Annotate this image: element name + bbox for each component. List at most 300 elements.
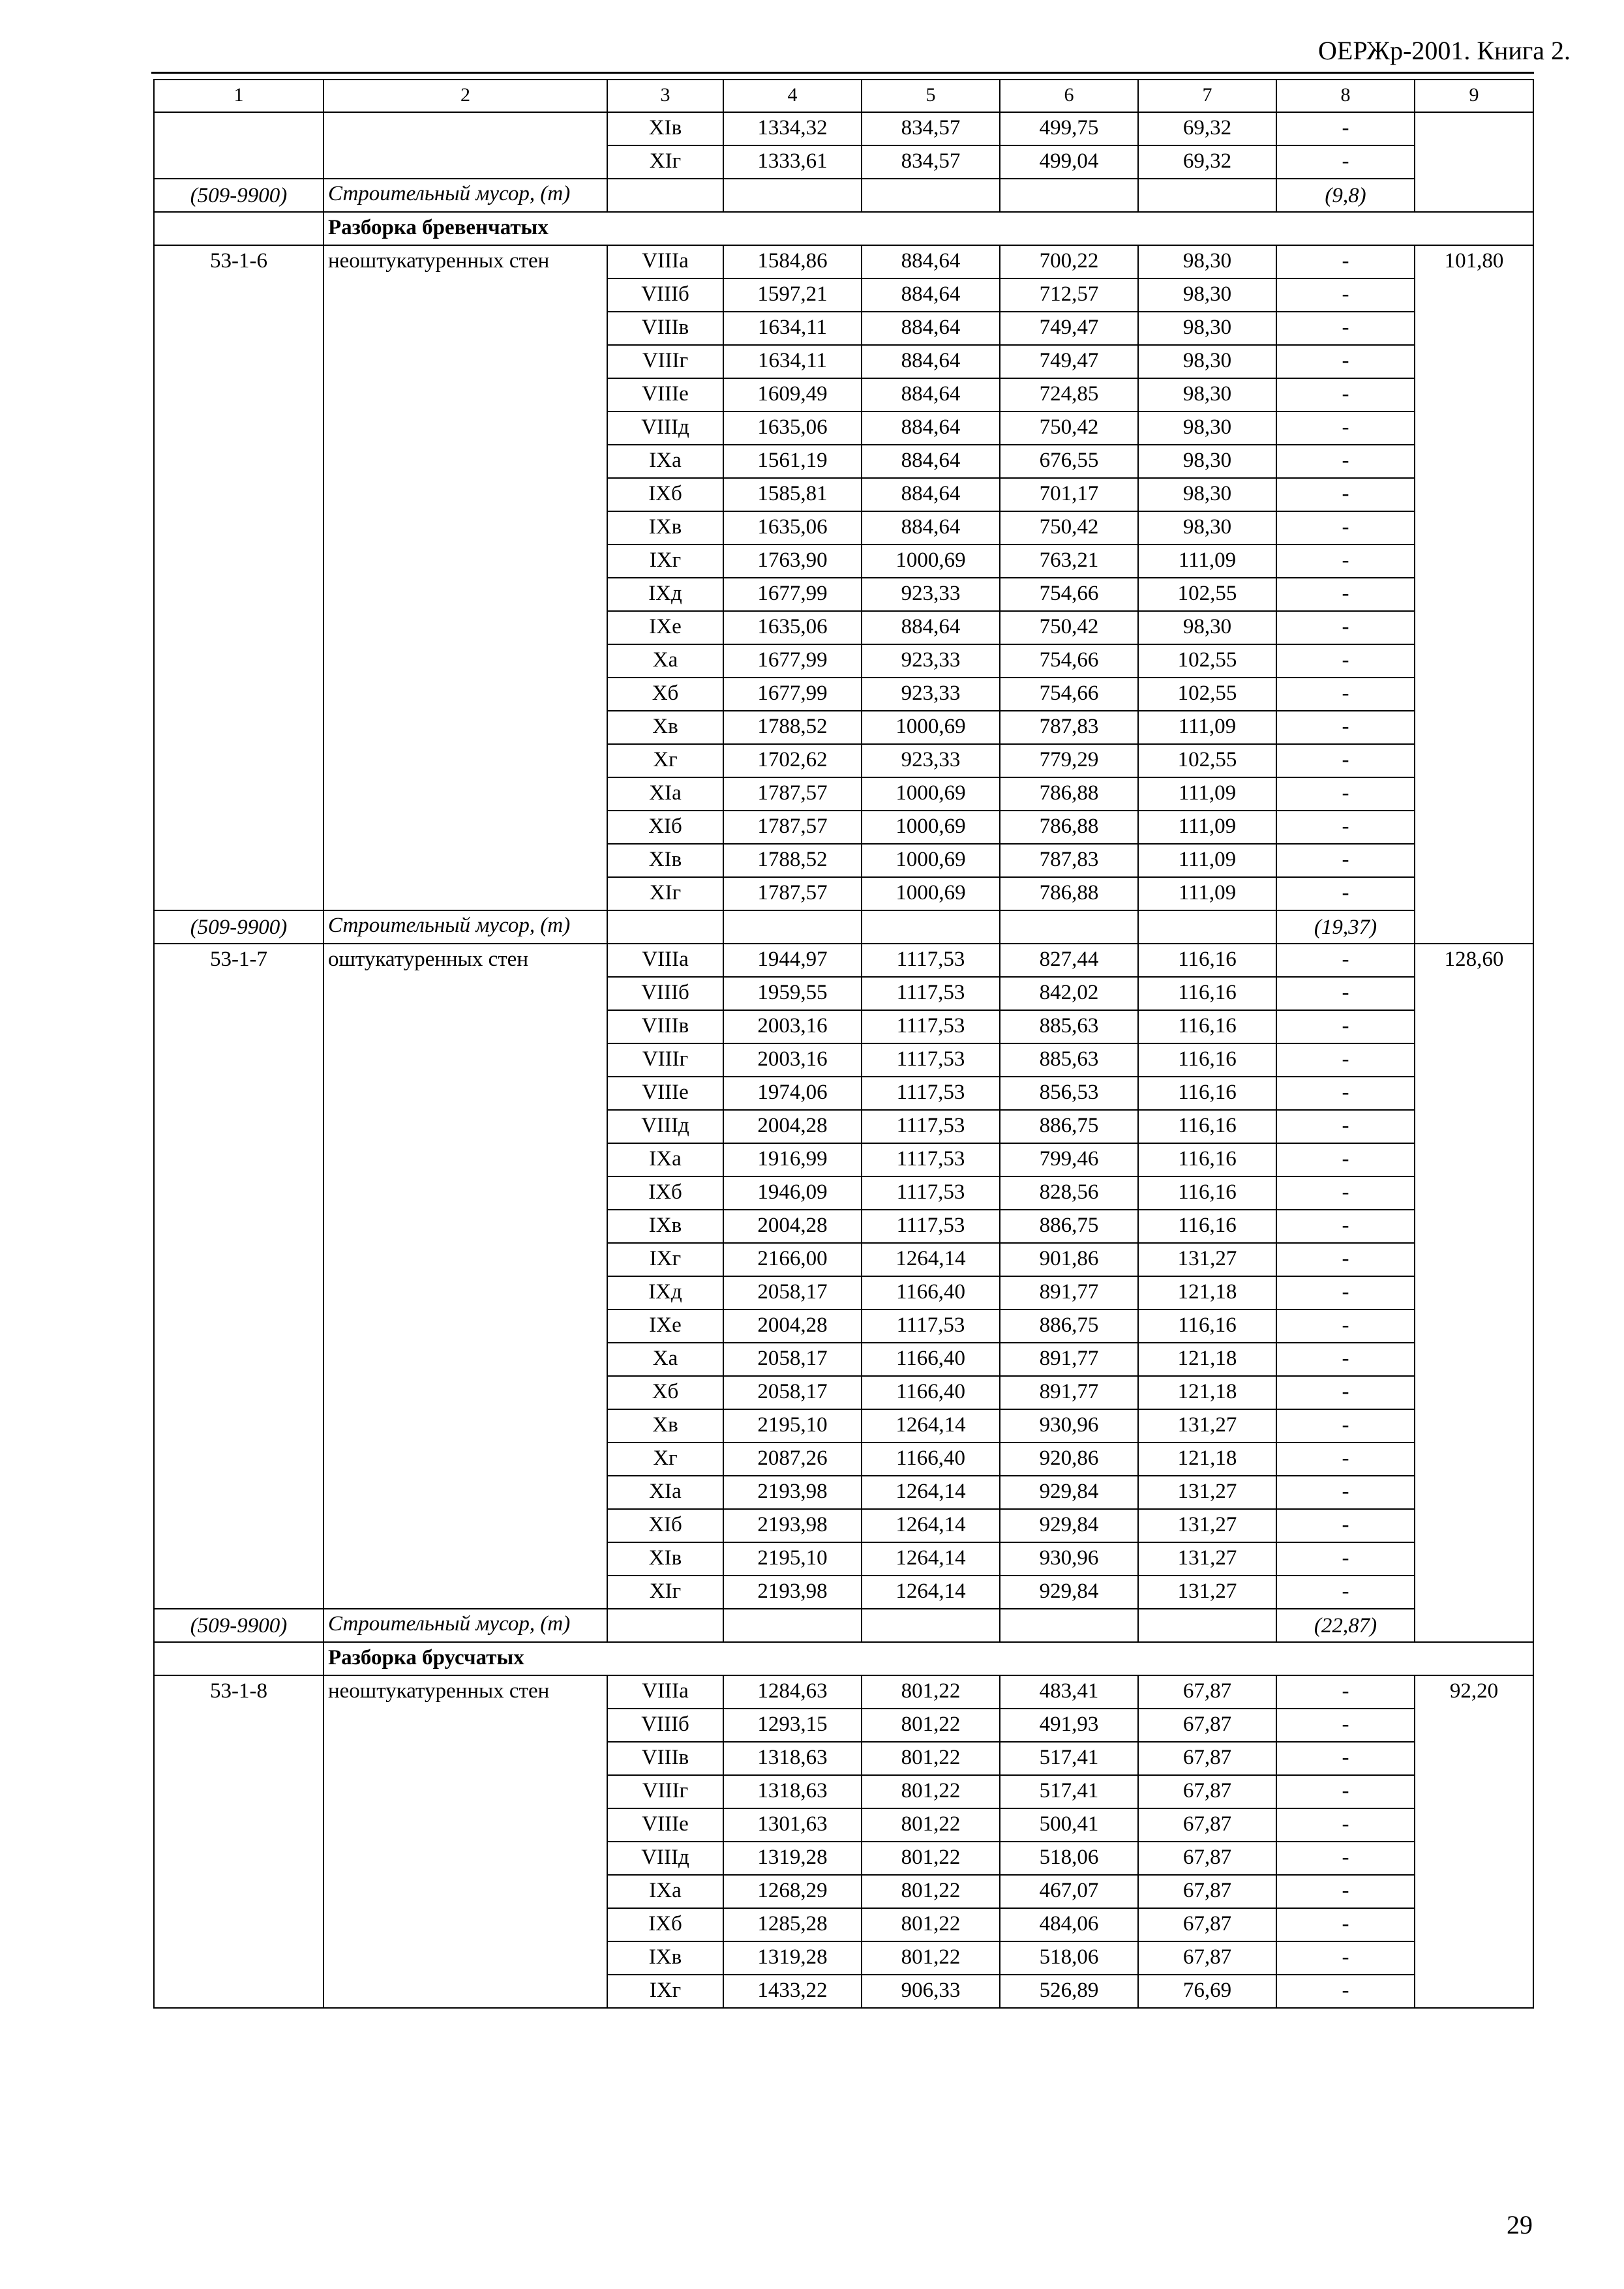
machinist-wages-cell: 102,55	[1138, 644, 1276, 678]
machines-cell: 749,47	[1000, 345, 1138, 378]
column-number: 2	[323, 80, 607, 112]
machinist-wages-cell: 98,30	[1138, 411, 1276, 445]
work-name: неоштукатуренных стен	[323, 245, 607, 910]
machines-cell: 886,75	[1000, 1309, 1138, 1343]
section-heading-row	[154, 212, 1533, 245]
machines-cell: 676,55	[1000, 445, 1138, 478]
machines-cell: 750,42	[1000, 511, 1138, 545]
machines-cell: 700,22	[1000, 245, 1138, 278]
machines-cell: 891,77	[1000, 1343, 1138, 1376]
total-cost-cell: 1634,11	[723, 312, 862, 345]
zone-cell: VIIIд	[607, 411, 723, 445]
wages-cell: 884,64	[862, 445, 1000, 478]
total-cost-cell: 2087,26	[723, 1443, 862, 1476]
section-heading: Разборка бревенчатых	[323, 212, 1533, 245]
machines-cell: 754,66	[1000, 678, 1138, 711]
rate-code: 53-1-8	[154, 1675, 323, 2008]
materials-cell: -	[1276, 944, 1415, 977]
zone-cell: IXа	[607, 445, 723, 478]
machinist-wages-cell: 98,30	[1138, 345, 1276, 378]
total-cost-cell: 1319,28	[723, 1941, 862, 1975]
machinist-wages-cell: 111,09	[1138, 777, 1276, 811]
total-cost-cell: 2003,16	[723, 1010, 862, 1043]
zone-cell: VIIIд	[607, 1842, 723, 1875]
total-cost-cell: 2058,17	[723, 1276, 862, 1309]
machinist-wages-cell: 116,16	[1138, 1176, 1276, 1210]
machines-cell: 518,06	[1000, 1941, 1138, 1975]
document-header: ОЕРЖр-2001. Книга 2.	[1318, 36, 1571, 65]
empty-cell	[1138, 179, 1276, 212]
zone-cell: IXг	[607, 1975, 723, 2008]
machines-cell: 754,66	[1000, 578, 1138, 611]
total-cost-cell: 2003,16	[723, 1043, 862, 1077]
machinist-wages-cell: 98,30	[1138, 445, 1276, 478]
wages-cell: 884,64	[862, 345, 1000, 378]
total-cost-cell: 1584,86	[723, 245, 862, 278]
machinist-wages-cell: 67,87	[1138, 1908, 1276, 1941]
materials-cell: -	[1276, 511, 1415, 545]
machinist-wages-cell: 116,16	[1138, 944, 1276, 977]
machines-cell: 499,75	[1000, 112, 1138, 145]
column-number: 3	[607, 80, 723, 112]
empty-cell	[607, 910, 723, 944]
materials-cell: -	[1276, 844, 1415, 877]
zone-cell: IXг	[607, 1243, 723, 1276]
waste-label: Строительный мусор, (т)	[323, 1609, 607, 1642]
machines-cell: 724,85	[1000, 378, 1138, 411]
machinist-wages-cell: 116,16	[1138, 1010, 1276, 1043]
total-cost-cell: 1702,62	[723, 744, 862, 777]
materials-cell: -	[1276, 1576, 1415, 1609]
materials-cell: -	[1276, 545, 1415, 578]
zone-cell: VIIIб	[607, 977, 723, 1010]
materials-cell: -	[1276, 1509, 1415, 1542]
zone-cell: VIIIа	[607, 245, 723, 278]
total-cost-cell: 1677,99	[723, 578, 862, 611]
materials-cell: -	[1276, 411, 1415, 445]
machinist-wages-cell: 67,87	[1138, 1808, 1276, 1842]
total-cost-cell: 1285,28	[723, 1908, 862, 1941]
total-cost-cell: 1634,11	[723, 345, 862, 378]
column-number: 7	[1138, 80, 1276, 112]
materials-cell: -	[1276, 1908, 1415, 1941]
machinist-wages-cell: 67,87	[1138, 1709, 1276, 1742]
total-cost-cell: 1959,55	[723, 977, 862, 1010]
materials-cell: -	[1276, 1542, 1415, 1576]
machinist-wages-cell: 121,18	[1138, 1376, 1276, 1409]
machines-cell: 779,29	[1000, 744, 1138, 777]
waste-row	[154, 910, 1533, 944]
wages-cell: 801,22	[862, 1842, 1000, 1875]
total-cost-cell: 1788,52	[723, 844, 862, 877]
machinist-wages-cell: 131,27	[1138, 1476, 1276, 1509]
machines-cell: 483,41	[1000, 1675, 1138, 1709]
wages-cell: 1166,40	[862, 1443, 1000, 1476]
materials-cell: -	[1276, 1110, 1415, 1143]
zone-cell: VIIIг	[607, 345, 723, 378]
total-cost-cell: 1974,06	[723, 1077, 862, 1110]
wages-cell: 1117,53	[862, 1210, 1000, 1243]
wages-cell: 1117,53	[862, 977, 1000, 1010]
total-cost-cell: 2195,10	[723, 1542, 862, 1576]
machines-cell: 786,88	[1000, 811, 1138, 844]
machines-cell: 749,47	[1000, 312, 1138, 345]
machines-cell: 786,88	[1000, 877, 1138, 910]
zone-cell: VIIIе	[607, 1077, 723, 1110]
total-cost-cell: 1284,63	[723, 1675, 862, 1709]
wages-cell: 923,33	[862, 744, 1000, 777]
total-cost-cell: 2058,17	[723, 1343, 862, 1376]
materials-cell: -	[1276, 1941, 1415, 1975]
zone-cell: VIIIб	[607, 278, 723, 312]
materials-cell: -	[1276, 1376, 1415, 1409]
wages-cell: 884,64	[862, 611, 1000, 644]
total-cost-cell: 2004,28	[723, 1110, 862, 1143]
materials-cell: -	[1276, 1742, 1415, 1775]
empty-cell	[607, 1609, 723, 1642]
machinist-wages-cell: 111,09	[1138, 844, 1276, 877]
machines-cell: 891,77	[1000, 1276, 1138, 1309]
total-cost-cell: 1788,52	[723, 711, 862, 744]
total-cost-cell: 1433,22	[723, 1975, 862, 2008]
machines-cell: 484,06	[1000, 1908, 1138, 1941]
page-number: 29	[1507, 2210, 1533, 2239]
waste-row	[154, 1609, 1533, 1642]
zone-cell: IXв	[607, 1941, 723, 1975]
zone-cell: VIIIв	[607, 1010, 723, 1043]
machines-cell: 799,46	[1000, 1143, 1138, 1176]
total-cost-cell: 1635,06	[723, 411, 862, 445]
materials-cell: -	[1276, 578, 1415, 611]
total-cost-cell: 1787,57	[723, 811, 862, 844]
total-cost-cell: 1561,19	[723, 445, 862, 478]
wages-cell: 1166,40	[862, 1343, 1000, 1376]
materials-cell: -	[1276, 877, 1415, 910]
zone-cell: VIIIв	[607, 1742, 723, 1775]
total-cost-cell: 1585,81	[723, 478, 862, 511]
wages-cell: 1000,69	[862, 545, 1000, 578]
materials-cell: -	[1276, 777, 1415, 811]
total-cost-cell: 2193,98	[723, 1576, 862, 1609]
materials-cell: -	[1276, 1709, 1415, 1742]
machinist-wages-cell: 67,87	[1138, 1675, 1276, 1709]
total-cost-cell: 1787,57	[723, 777, 862, 811]
materials-cell: -	[1276, 1842, 1415, 1875]
total-cost-cell: 1301,63	[723, 1808, 862, 1842]
empty-cell	[1138, 1609, 1276, 1642]
zone-cell: IXг	[607, 545, 723, 578]
machinist-wages-cell: 76,69	[1138, 1975, 1276, 2008]
total-cost-cell: 1318,63	[723, 1775, 862, 1808]
zone-cell: XIг	[607, 877, 723, 910]
wages-cell: 1264,14	[862, 1509, 1000, 1542]
labour-cost-cell	[1415, 112, 1533, 212]
empty-cell	[1000, 910, 1138, 944]
materials-cell: -	[1276, 1276, 1415, 1309]
total-cost-cell: 2193,98	[723, 1509, 862, 1542]
total-cost-cell: 1946,09	[723, 1176, 862, 1210]
wages-cell: 801,22	[862, 1675, 1000, 1709]
materials-cell: -	[1276, 1343, 1415, 1376]
machinist-wages-cell: 116,16	[1138, 1043, 1276, 1077]
wages-cell: 1117,53	[862, 944, 1000, 977]
materials-cell: -	[1276, 678, 1415, 711]
total-cost-cell: 2004,28	[723, 1309, 862, 1343]
wages-cell: 1000,69	[862, 877, 1000, 910]
materials-cell: -	[1276, 312, 1415, 345]
total-cost-cell: 1293,15	[723, 1709, 862, 1742]
total-cost-cell: 1609,49	[723, 378, 862, 411]
zone-cell: IXб	[607, 478, 723, 511]
total-cost-cell: 1635,06	[723, 611, 862, 644]
machinist-wages-cell: 116,16	[1138, 1110, 1276, 1143]
zone-cell: XIв	[607, 1542, 723, 1576]
wages-cell: 801,22	[862, 1941, 1000, 1975]
total-cost-cell: 1333,61	[723, 145, 862, 179]
materials-cell: -	[1276, 644, 1415, 678]
wages-cell: 1166,40	[862, 1276, 1000, 1309]
machines-cell: 526,89	[1000, 1975, 1138, 2008]
wages-cell: 1264,14	[862, 1243, 1000, 1276]
machines-cell: 712,57	[1000, 278, 1138, 312]
wages-cell: 884,64	[862, 478, 1000, 511]
zone-cell: Xв	[607, 711, 723, 744]
empty-cell	[862, 179, 1000, 212]
total-cost-cell: 2166,00	[723, 1243, 862, 1276]
zone-cell: VIIIе	[607, 1808, 723, 1842]
machines-cell: 467,07	[1000, 1875, 1138, 1908]
wages-cell: 1000,69	[862, 777, 1000, 811]
machines-cell: 885,63	[1000, 1010, 1138, 1043]
total-cost-cell: 2195,10	[723, 1409, 862, 1443]
machines-cell: 929,84	[1000, 1509, 1138, 1542]
table-row	[154, 1675, 1533, 1709]
total-cost-cell: 1334,32	[723, 112, 862, 145]
machinist-wages-cell: 102,55	[1138, 678, 1276, 711]
wages-cell: 884,64	[862, 278, 1000, 312]
waste-row	[154, 179, 1533, 212]
wages-cell: 1117,53	[862, 1110, 1000, 1143]
materials-cell: -	[1276, 278, 1415, 312]
empty-cell	[862, 1609, 1000, 1642]
zone-cell: XIа	[607, 777, 723, 811]
materials-cell: -	[1276, 1243, 1415, 1276]
materials-cell: -	[1276, 1043, 1415, 1077]
waste-label: Строительный мусор, (т)	[323, 910, 607, 944]
materials-cell: -	[1276, 112, 1415, 145]
machines-cell: 842,02	[1000, 977, 1138, 1010]
machinist-wages-cell: 131,27	[1138, 1409, 1276, 1443]
machinist-wages-cell: 69,32	[1138, 112, 1276, 145]
machines-cell: 827,44	[1000, 944, 1138, 977]
materials-cell: -	[1276, 1143, 1415, 1176]
zone-cell: VIIIа	[607, 944, 723, 977]
machinist-wages-cell: 98,30	[1138, 278, 1276, 312]
machinist-wages-cell: 111,09	[1138, 711, 1276, 744]
work-name	[323, 112, 607, 179]
zone-cell: Xб	[607, 1376, 723, 1409]
waste-value: (19,37)	[1276, 910, 1415, 944]
materials-cell: -	[1276, 1476, 1415, 1509]
zone-cell: XIа	[607, 1476, 723, 1509]
machinist-wages-cell: 116,16	[1138, 1210, 1276, 1243]
materials-cell: -	[1276, 977, 1415, 1010]
empty-cell	[723, 910, 862, 944]
materials-cell: -	[1276, 1176, 1415, 1210]
waste-value: (9,8)	[1276, 179, 1415, 212]
wages-cell: 1264,14	[862, 1576, 1000, 1609]
wages-cell: 884,64	[862, 378, 1000, 411]
wages-cell: 1117,53	[862, 1176, 1000, 1210]
machines-cell: 920,86	[1000, 1443, 1138, 1476]
machines-cell: 929,84	[1000, 1576, 1138, 1609]
materials-cell: -	[1276, 1975, 1415, 2008]
total-cost-cell: 1597,21	[723, 278, 862, 312]
wages-cell: 884,64	[862, 245, 1000, 278]
machines-cell: 787,83	[1000, 711, 1138, 744]
zone-cell: Xб	[607, 678, 723, 711]
total-cost-cell: 2058,17	[723, 1376, 862, 1409]
materials-cell: -	[1276, 1077, 1415, 1110]
empty-cell	[862, 910, 1000, 944]
zone-cell: VIIIе	[607, 378, 723, 411]
zone-cell: IXб	[607, 1908, 723, 1941]
machinist-wages-cell: 98,30	[1138, 245, 1276, 278]
empty-cell	[607, 179, 723, 212]
machinist-wages-cell: 69,32	[1138, 145, 1276, 179]
machines-cell: 885,63	[1000, 1043, 1138, 1077]
materials-cell: -	[1276, 611, 1415, 644]
zone-cell: Xа	[607, 644, 723, 678]
wages-cell: 1000,69	[862, 844, 1000, 877]
wages-cell: 801,22	[862, 1742, 1000, 1775]
empty-cell	[1000, 1609, 1138, 1642]
rates-table	[153, 79, 1534, 2009]
zone-cell: IXв	[607, 1210, 723, 1243]
wages-cell: 801,22	[862, 1709, 1000, 1742]
machines-cell: 517,41	[1000, 1775, 1138, 1808]
labour-cost-cell: 128,60	[1415, 944, 1533, 1642]
column-number: 1	[154, 80, 323, 112]
zone-cell: IXа	[607, 1143, 723, 1176]
wages-cell: 923,33	[862, 578, 1000, 611]
empty-cell	[723, 179, 862, 212]
zone-cell: IXб	[607, 1176, 723, 1210]
machines-cell: 750,42	[1000, 411, 1138, 445]
materials-cell: -	[1276, 378, 1415, 411]
waste-code: (509-9900)	[154, 910, 323, 944]
wages-cell: 1000,69	[862, 811, 1000, 844]
wages-cell: 884,64	[862, 312, 1000, 345]
waste-code: (509-9900)	[154, 1609, 323, 1642]
zone-cell: IXд	[607, 1276, 723, 1309]
wages-cell: 834,57	[862, 145, 1000, 179]
materials-cell: -	[1276, 145, 1415, 179]
wages-cell: 1166,40	[862, 1376, 1000, 1409]
machines-cell: 856,53	[1000, 1077, 1138, 1110]
zone-cell: IXе	[607, 1309, 723, 1343]
zone-cell: XIг	[607, 1576, 723, 1609]
zone-cell: XIв	[607, 844, 723, 877]
wages-cell: 801,22	[862, 1908, 1000, 1941]
empty-cell	[1000, 179, 1138, 212]
machines-cell: 763,21	[1000, 545, 1138, 578]
zone-cell: IXе	[607, 611, 723, 644]
zone-cell: XIг	[607, 145, 723, 179]
machinist-wages-cell: 67,87	[1138, 1775, 1276, 1808]
wages-cell: 1117,53	[862, 1077, 1000, 1110]
machinist-wages-cell: 67,87	[1138, 1941, 1276, 1975]
wages-cell: 906,33	[862, 1975, 1000, 2008]
total-cost-cell: 1319,28	[723, 1842, 862, 1875]
table-row	[154, 112, 1533, 145]
zone-cell: Xг	[607, 1443, 723, 1476]
section-spacer	[154, 212, 323, 245]
rate-code: 53-1-6	[154, 245, 323, 910]
wages-cell: 801,22	[862, 1775, 1000, 1808]
machines-cell: 828,56	[1000, 1176, 1138, 1210]
total-cost-cell: 1916,99	[723, 1143, 862, 1176]
materials-cell: -	[1276, 345, 1415, 378]
waste-value: (22,87)	[1276, 1609, 1415, 1642]
table-body	[154, 80, 1533, 2008]
zone-cell: VIIIд	[607, 1110, 723, 1143]
wages-cell: 923,33	[862, 678, 1000, 711]
table-row	[154, 245, 1533, 278]
machinist-wages-cell: 121,18	[1138, 1343, 1276, 1376]
total-cost-cell: 1268,29	[723, 1875, 862, 1908]
materials-cell: -	[1276, 445, 1415, 478]
zone-cell: IXв	[607, 511, 723, 545]
machinist-wages-cell: 102,55	[1138, 744, 1276, 777]
header-rule	[151, 72, 1534, 74]
column-number: 6	[1000, 80, 1138, 112]
wages-cell: 801,22	[862, 1875, 1000, 1908]
total-cost-cell: 2004,28	[723, 1210, 862, 1243]
machines-cell: 929,84	[1000, 1476, 1138, 1509]
total-cost-cell: 1635,06	[723, 511, 862, 545]
machinist-wages-cell: 131,27	[1138, 1243, 1276, 1276]
machinist-wages-cell: 111,09	[1138, 877, 1276, 910]
wages-cell: 801,22	[862, 1808, 1000, 1842]
machines-cell: 930,96	[1000, 1409, 1138, 1443]
wages-cell: 1264,14	[862, 1542, 1000, 1576]
work-name: оштукатуренных стен	[323, 944, 607, 1609]
machinist-wages-cell: 111,09	[1138, 811, 1276, 844]
zone-cell: XIб	[607, 811, 723, 844]
total-cost-cell: 1944,97	[723, 944, 862, 977]
machines-cell: 901,86	[1000, 1243, 1138, 1276]
machinist-wages-cell: 102,55	[1138, 578, 1276, 611]
materials-cell: -	[1276, 744, 1415, 777]
machines-cell: 517,41	[1000, 1742, 1138, 1775]
machinist-wages-cell: 98,30	[1138, 511, 1276, 545]
machinist-wages-cell: 116,16	[1138, 977, 1276, 1010]
machines-cell: 930,96	[1000, 1542, 1138, 1576]
wages-cell: 1117,53	[862, 1043, 1000, 1077]
machinist-wages-cell: 116,16	[1138, 1077, 1276, 1110]
labour-cost-cell: 92,20	[1415, 1675, 1533, 2008]
rate-code: 53-1-7	[154, 944, 323, 1609]
table-row	[154, 944, 1533, 977]
column-number: 9	[1415, 80, 1533, 112]
wages-cell: 1000,69	[862, 711, 1000, 744]
machines-cell: 701,17	[1000, 478, 1138, 511]
machinist-wages-cell: 67,87	[1138, 1875, 1276, 1908]
total-cost-cell: 1763,90	[723, 545, 862, 578]
section-heading-row	[154, 1642, 1533, 1675]
total-cost-cell: 1677,99	[723, 678, 862, 711]
